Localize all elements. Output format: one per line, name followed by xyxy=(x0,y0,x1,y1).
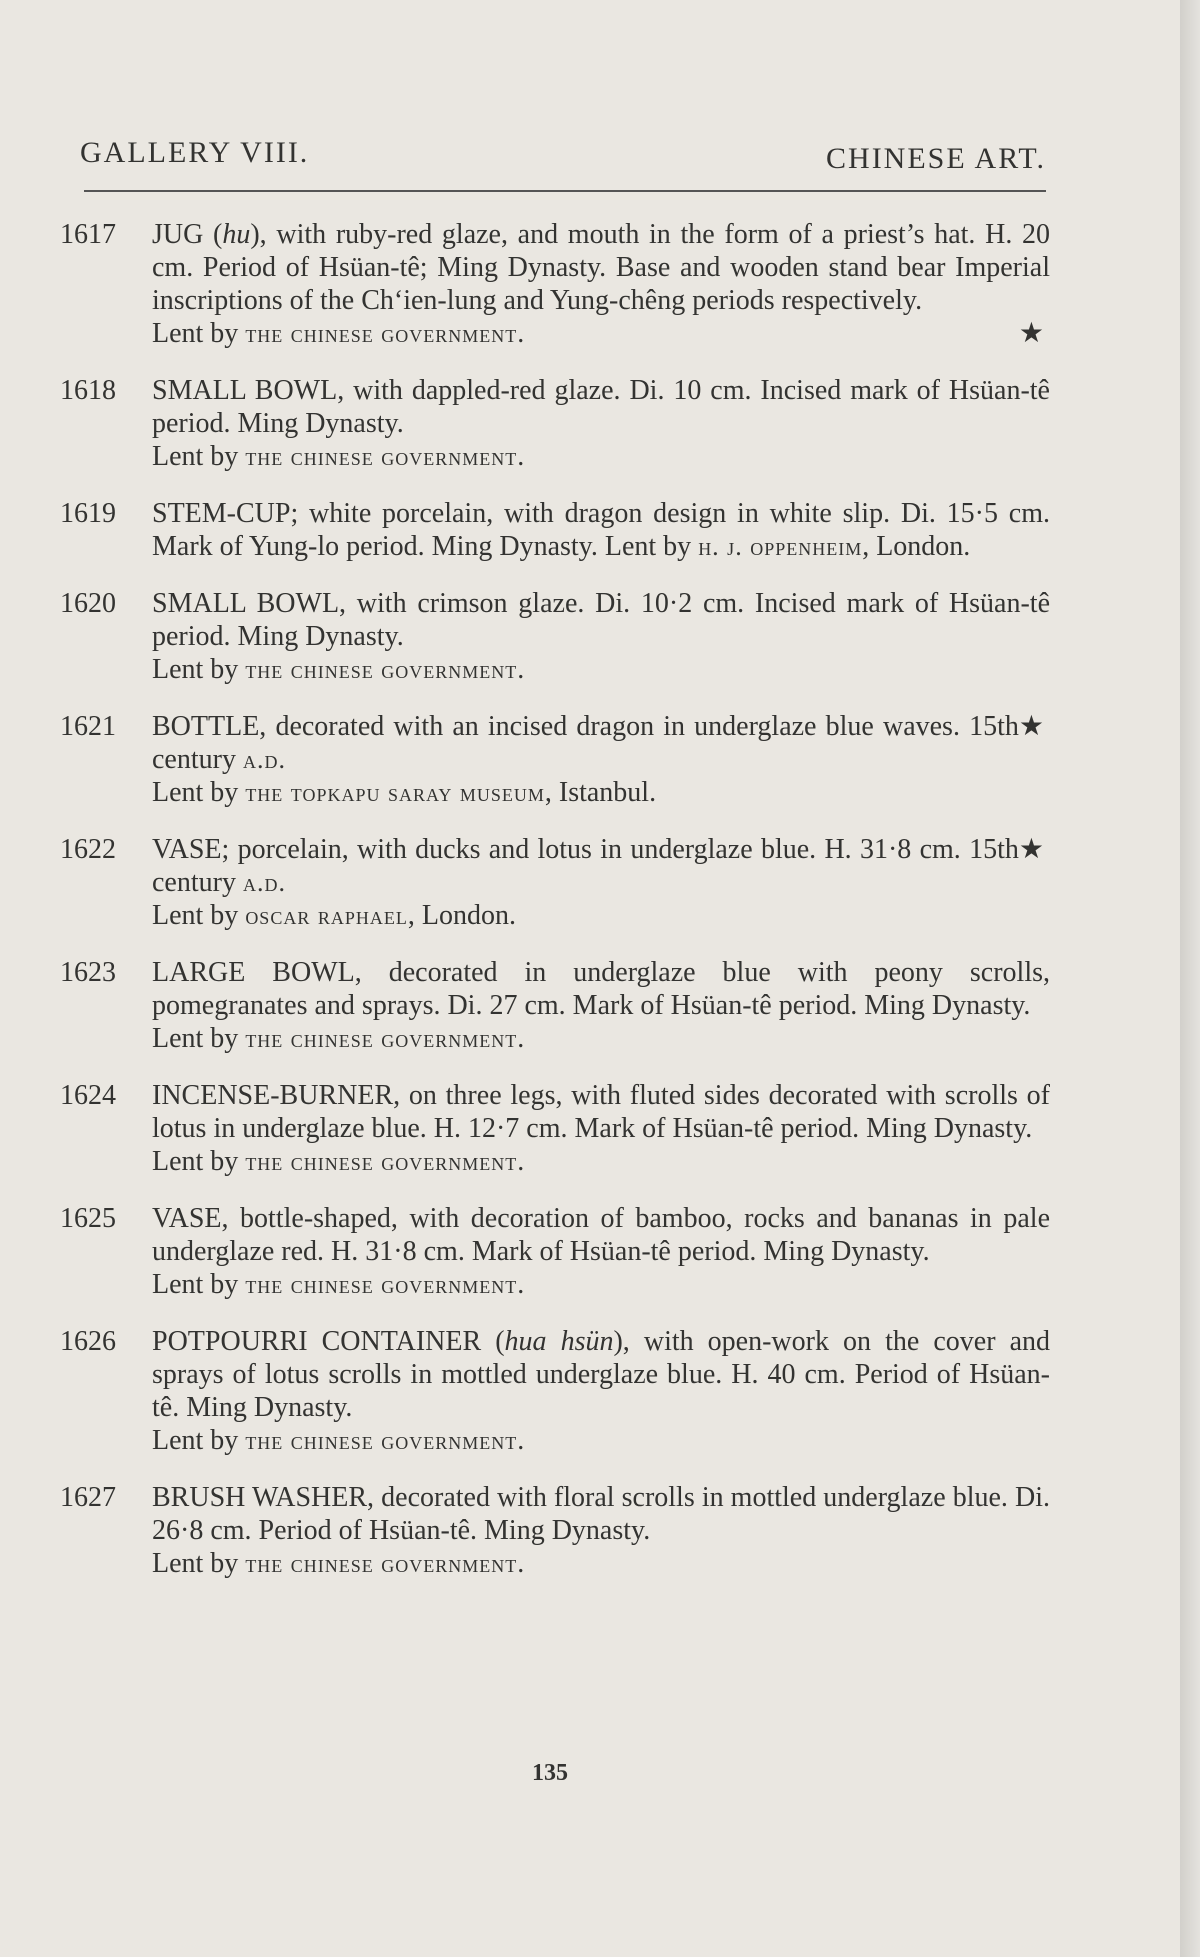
era-label: a.d. xyxy=(242,745,286,774)
catalogue-entry-1627 xyxy=(60,1481,1050,1580)
catalogue-entries xyxy=(60,218,1050,1604)
lender-name: the chinese government xyxy=(245,319,518,348)
entry-number: 1621 xyxy=(60,711,116,742)
lender-name: the chinese government xyxy=(245,1270,518,1299)
entry-lender-line: Lent by the chinese government. ★ xyxy=(152,317,1050,350)
entry-lender-line: Lent by oscar raphael, London. xyxy=(152,900,516,931)
entry-description: BOTTLE, decorated with an incised dragon in underglaze blue waves. 15th century a.d. ★ xyxy=(152,710,1050,776)
entry-number: 1620 xyxy=(60,588,116,619)
entry-lender-line: Lent by the chinese government. xyxy=(152,654,525,685)
catalogue-entry-1620 xyxy=(60,587,1050,686)
lender-name: the chinese government xyxy=(245,1147,518,1176)
lender-name: the chinese government xyxy=(245,442,518,471)
entry-description: LARGE BOWL, decorated in underglaze blue with peony scrolls, pomegranates and sprays. Di. 27 cm. Mark of Hsüan-tê period. Ming Dynasty. xyxy=(152,957,1050,1021)
entry-lender-line: Lent by the chinese government. xyxy=(152,1269,525,1300)
entry-number: 1622 xyxy=(60,834,116,865)
lender-name: the chinese government xyxy=(245,1024,518,1053)
entry-number: 1625 xyxy=(60,1203,116,1234)
era-label: a.d. xyxy=(242,868,286,897)
entry-description: VASE; porcelain, with ducks and lotus in underglaze blue. H. 31·8 cm. 15th century a.d. ★ xyxy=(152,833,1050,899)
lender-name: h. j. oppenheim xyxy=(698,532,863,561)
entry-number: 1618 xyxy=(60,375,116,406)
catalogue-entry-1622 xyxy=(60,833,1050,932)
header-rule xyxy=(84,190,1046,192)
catalogue-entry-1619 xyxy=(60,497,1050,563)
lender-name: oscar raphael xyxy=(245,901,408,930)
catalogue-entry-1618 xyxy=(60,374,1050,473)
entry-lender-line: Lent by the chinese government. xyxy=(152,1548,525,1579)
catalogue-entry-1626 xyxy=(60,1325,1050,1457)
entry-description: INCENSE-BURNER, on three legs, with fluted sides decorated with scrolls of lotus in underglaze blue. H. 12·7 cm. Mark of Hsüan-tê period. Ming Dynasty. xyxy=(152,1080,1050,1144)
entry-number: 1619 xyxy=(60,498,116,529)
entry-lender-line: Lent by the chinese government. xyxy=(152,1146,525,1177)
entry-description: VASE, bottle-shaped, with decoration of bamboo, rocks and bananas in pale underglaze red. H. 31·8 cm. Mark of Hsüan-tê period. Ming Dynasty. xyxy=(152,1203,1050,1267)
running-header-gallery: GALLERY VIII. xyxy=(80,136,310,169)
lender-name: the chinese government xyxy=(245,1426,518,1455)
entry-description: JUG (hu), with ruby-red glaze, and mouth in the form of a priest’s hat. H. 20 cm. Period of Hsüan-tê; Ming Dynasty. Base and wooden stand bear Imperial inscriptions of the Ch‘ien-lung and Yung-chêng periods respectively. xyxy=(152,219,1050,316)
entry-number: 1623 xyxy=(60,957,116,988)
star-icon: ★ xyxy=(1018,318,1044,349)
entry-lender-line: Lent by the topkapu saray museum, Istanbul. xyxy=(152,777,657,808)
lender-name: the chinese government xyxy=(245,655,518,684)
running-header xyxy=(80,126,1046,186)
entry-description: SMALL BOWL, with crimson glaze. Di. 10·2 cm. Incised mark of Hsüan-tê period. Ming Dynasty. xyxy=(152,588,1050,652)
catalogue-entry-1623 xyxy=(60,956,1050,1055)
lender-name: the topkapu saray museum xyxy=(245,778,545,807)
entry-italic-term: hua hsün xyxy=(504,1326,614,1357)
running-header-section: CHINESE ART. xyxy=(826,142,1046,175)
catalogue-entry-1621 xyxy=(60,710,1050,809)
entry-lender-line: Lent by the chinese government. xyxy=(152,441,525,472)
catalogue-entry-1624 xyxy=(60,1079,1050,1178)
star-icon: ★ xyxy=(1018,711,1044,742)
entry-number: 1624 xyxy=(60,1080,116,1111)
entry-description: SMALL BOWL, with dappled-red glaze. Di. 10 cm. Incised mark of Hsüan-tê period. Ming Dynasty. xyxy=(152,375,1050,439)
catalogue-entry-1617 xyxy=(60,218,1050,350)
entry-number: 1627 xyxy=(60,1482,116,1513)
page-edge-shadow xyxy=(1180,0,1200,1957)
entry-description: POTPOURRI CONTAINER (hua hsün), with open-work on the cover and sprays of lotus scrolls in mottled underglaze blue. H. 40 cm. Period of Hsüan-tê. Ming Dynasty. xyxy=(152,1326,1050,1423)
entry-lender-line: Lent by the chinese government. xyxy=(152,1425,525,1456)
entry-italic-term: hu xyxy=(222,219,251,250)
entry-description: BRUSH WASHER, decorated with floral scrolls in mottled underglaze blue. Di. 26·8 cm. Period of Hsüan-tê. Ming Dynasty. xyxy=(152,1482,1050,1546)
star-icon: ★ xyxy=(1018,834,1044,865)
entry-description: STEM-CUP; white porcelain, with dragon design in white slip. Di. 15·5 cm. Mark of Yung-lo period. Ming Dynasty. Lent by h. j. oppenheim, London. xyxy=(152,498,1050,562)
entry-lender-line: Lent by the chinese government. xyxy=(152,1023,525,1054)
entry-number: 1626 xyxy=(60,1326,116,1357)
lender-name: the chinese government xyxy=(245,1549,518,1578)
page-number: 135 xyxy=(532,1760,568,1786)
entry-number: 1617 xyxy=(60,219,116,250)
catalogue-entry-1625 xyxy=(60,1202,1050,1301)
